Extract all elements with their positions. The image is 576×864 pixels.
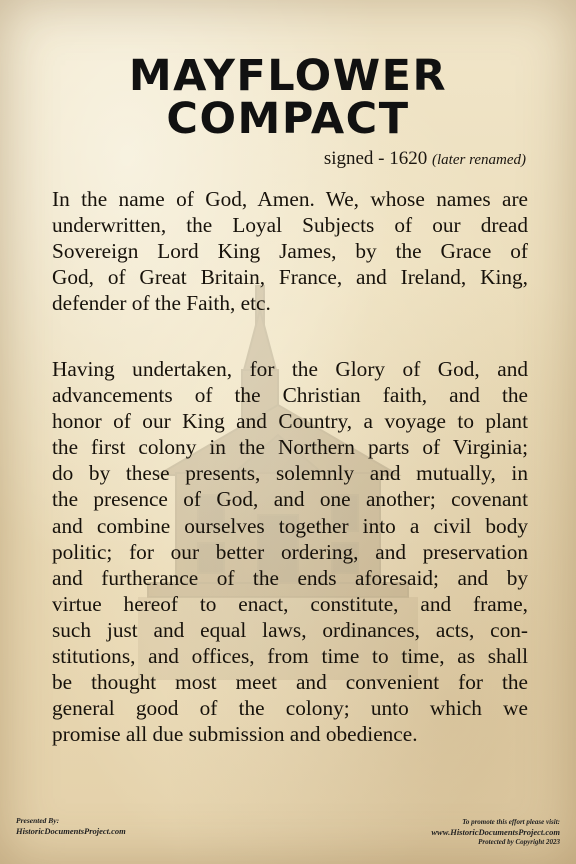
paragraph-line: underwritten, the Loyal Subjects of our dread: [52, 213, 528, 238]
paragraph-line: Sovereign Lord King James, by the Grace of: [52, 239, 528, 264]
paragraph-line: be thought most meet and convenient for the: [52, 670, 528, 695]
paragraph-line: virtue hereof to enact, constitute, and frame,: [52, 591, 528, 616]
paragraph-line: general good of the colony; unto which we: [52, 696, 528, 721]
paragraph-1: [52, 186, 528, 316]
paragraph-line: and combine ourselves together into a civil body: [52, 513, 528, 538]
presented-by-site: HistoricDocumentsProject.com: [16, 826, 126, 836]
paragraph-line: the presence of God, and one another; covenant: [52, 487, 528, 512]
paragraph-line: do by these presents, solemnly and mutually, in: [52, 461, 528, 486]
renamed-note: (later renamed): [432, 152, 526, 168]
paragraph-line: advancements of the Christian faith, and the: [52, 383, 528, 408]
title-line-2: COMPACT: [166, 94, 410, 144]
title-line-1: MAYFLOWER: [128, 51, 448, 101]
paragraph-2: [52, 356, 528, 747]
paragraph-line: the first colony in the Northern parts of Virginia;: [52, 435, 528, 460]
paragraph-line: honor of our King and Country, a voyage to plant: [52, 409, 528, 434]
paragraph-line: and furtherance of the ends aforesaid; and by: [52, 565, 528, 590]
presented-by-label: Presented By:: [16, 816, 60, 825]
signed-date: signed - 1620: [323, 148, 428, 169]
paragraph-line: Having undertaken, for the Glory of God, and: [52, 357, 528, 381]
paragraph-line: politic; for our better ordering, and preservation: [52, 539, 528, 564]
footer-promote: [431, 817, 560, 847]
promote-label: To promote this effort please visit:: [462, 818, 560, 826]
copyright-notice: Protected by Copyright 2023: [478, 838, 560, 846]
paragraph-line: promise all due submission and obedience.: [52, 722, 418, 747]
subtitle: [324, 148, 526, 170]
paragraph-line: God, of Great Britain, France, and Ireland, King,: [52, 265, 528, 290]
paragraph-line: such just and equal laws, ordinances, acts, con-: [52, 617, 528, 642]
promote-site: www.HistoricDocumentsProject.com: [431, 827, 560, 837]
footer-presented-by: [16, 816, 126, 836]
paragraph-line: In the name of God, Amen. We, whose names are: [52, 187, 528, 211]
paragraph-line: defender of the Faith, etc.: [52, 291, 271, 316]
paragraph-line: stitutions, and offices, from time to time, as shall: [52, 644, 528, 669]
